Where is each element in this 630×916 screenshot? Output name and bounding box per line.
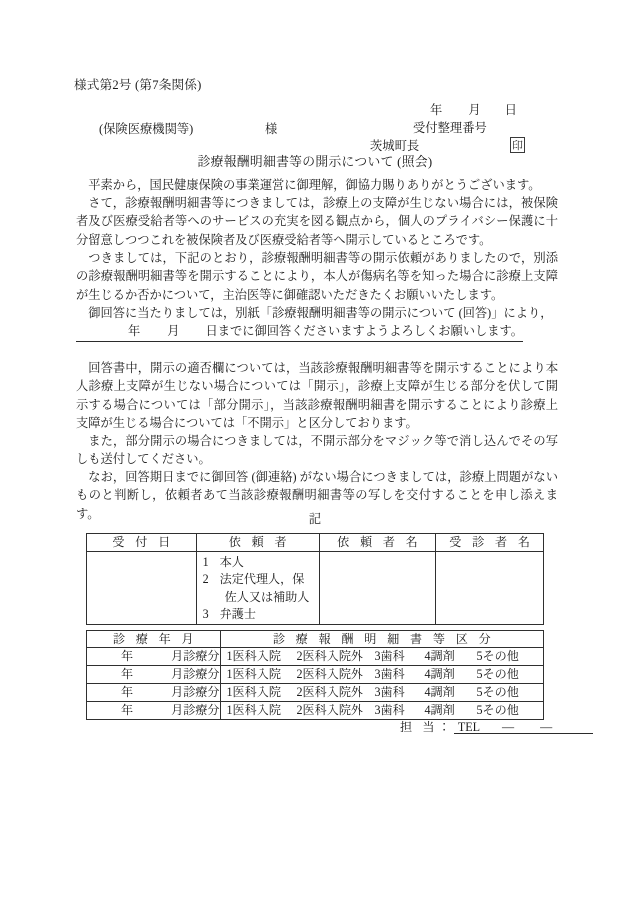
category-option-outpatient[interactable]: 2医科入院外 xyxy=(296,649,364,664)
contact-tel-blank[interactable] xyxy=(454,721,593,734)
tel-dash-2: — xyxy=(540,720,553,734)
category-option-outpatient[interactable]: 2医科入院外 xyxy=(296,667,364,682)
option-number: 1 xyxy=(202,555,209,569)
treatment-year-month-cell[interactable] xyxy=(87,666,221,684)
addressee-honorific: 様 xyxy=(265,122,278,136)
addressee-institution: (保険医療機関等) xyxy=(99,122,194,136)
billing-table-body xyxy=(87,648,544,720)
requester-table xyxy=(86,533,544,625)
column-header-treatment-year-month: 診 療 年 月 xyxy=(87,631,221,648)
paragraph-text: また，部分開示の場合につきましては，不開示部分をマジック等で消し込んでその写しも送付してください。 xyxy=(76,434,558,467)
category-option-pharmacy[interactable]: 4調剤 xyxy=(424,685,455,700)
month-label: 月診療分 xyxy=(171,703,220,718)
list-item[interactable] xyxy=(203,554,319,571)
body-paragraph-reply-deadline xyxy=(76,304,558,342)
body-paragraph-greeting xyxy=(76,176,558,194)
paragraph-text: つきましては，下記のとおり，診療報酬明細書等の開示依頼がありましたので，別添の診療報酬明細書等を開示することにより，本人が傷病名等を知った場合に診療上支障が生じるか否かについて，主治医等に御確認いただきたくお願いいたします。 xyxy=(76,251,558,302)
table-row xyxy=(87,684,544,702)
option-label-continued: 佐人又は補助人 xyxy=(224,589,310,604)
billing-period-table xyxy=(86,630,544,720)
category-option-dental[interactable]: 3歯科 xyxy=(374,703,405,718)
tel-label: TEL xyxy=(457,720,480,734)
category-option-dental[interactable]: 3歯科 xyxy=(374,685,405,700)
treatment-year-month-cell[interactable] xyxy=(87,702,221,720)
month-label: 月診療分 xyxy=(171,667,220,682)
column-header-receipt-category: 診 療 報 酬 明 細 書 等 区 分 xyxy=(220,631,544,648)
category-option-outpatient[interactable]: 2医科入院外 xyxy=(296,703,364,718)
category-option-pharmacy[interactable]: 4調剤 xyxy=(424,703,455,718)
category-option-other[interactable]: 5その他 xyxy=(476,685,519,700)
paragraph-text xyxy=(76,304,558,322)
table-row xyxy=(87,552,544,625)
reply-lead-text: 御回答に当たりましては，別紙「診療報酬明細書等の開示について (回答)」により， xyxy=(88,306,553,320)
category-option-dental[interactable]: 3歯科 xyxy=(374,649,405,664)
category-option-outpatient[interactable]: 2医科入院外 xyxy=(296,685,364,700)
form-code: 様式第2号 (第7条関係) xyxy=(74,78,202,92)
option-label: 弁護士 xyxy=(219,607,256,622)
deadline-year-label: 年 xyxy=(128,324,141,339)
category-option-pharmacy[interactable]: 4調剤 xyxy=(424,649,455,664)
treatment-year-month-cell[interactable] xyxy=(87,648,221,666)
option-label: 本人 xyxy=(219,555,244,569)
requester-type-cell[interactable] xyxy=(196,552,319,625)
table-header-row xyxy=(87,631,544,648)
option-label: 法定代理人，保 xyxy=(219,572,305,587)
document-title: 診療報酬明細書等の開示について (照会) xyxy=(197,155,433,169)
receipt-category-cell[interactable] xyxy=(220,666,544,684)
paragraph-text: 回答書中，開示の適否欄については，当該診療報酬明細書等を開示することにより本人診療上支障が生じない場合については「開示」，診療上支障が生じる部分を伏して開示する場合については「部分開示」，当該診療報酬明細書を開示することにより診療上支障が生じる場合については「不開示」と区分しております。 xyxy=(76,361,558,431)
category-option-inpatient[interactable]: 1医科入院 xyxy=(226,703,281,718)
month-label: 月診療分 xyxy=(171,649,220,664)
year-label: 年 xyxy=(121,703,134,718)
column-header-patient-name: 受 診 者 名 xyxy=(436,534,544,552)
body-paragraph-partial-disclosure xyxy=(76,432,558,469)
receipt-category-cell[interactable] xyxy=(220,648,544,666)
body-paragraph-disclosure-categories xyxy=(76,359,558,432)
memo-marker: 記 xyxy=(308,512,322,526)
requester-name-input-cell[interactable] xyxy=(319,552,436,625)
month-label: 月診療分 xyxy=(171,685,220,700)
patient-name-input-cell[interactable] xyxy=(436,552,544,625)
body-paragraph-privacy xyxy=(76,194,558,249)
category-option-inpatient[interactable]: 1医科入院 xyxy=(226,667,281,682)
date-year-label: 年 xyxy=(430,103,443,117)
receipt-category-cell[interactable] xyxy=(220,684,544,702)
list-item-continuation xyxy=(203,589,319,606)
footer-contact-line xyxy=(400,721,593,734)
year-label: 年 xyxy=(121,667,134,682)
list-item[interactable] xyxy=(203,571,319,588)
category-option-other[interactable]: 5その他 xyxy=(476,703,519,718)
column-header-receipt-date: 受 付 日 xyxy=(87,534,197,552)
requester-option-list xyxy=(197,552,319,624)
receipt-date-input-cell[interactable] xyxy=(87,552,197,625)
option-number: 3 xyxy=(202,607,209,622)
year-label: 年 xyxy=(121,685,134,700)
tel-dash-1: — xyxy=(502,720,515,734)
paragraph-text: さて，診療報酬明細書等につきましては，診療上の支障が生じない場合には，被保険者及び医療受給者等へのサービスの充実を図る観点から，個人のプライバシー保護に十分留意しつつこれを被保険者及び医療受給者等へ開示しているところです。 xyxy=(76,196,558,247)
deadline-date-blank[interactable] xyxy=(76,322,523,341)
category-option-other[interactable]: 5その他 xyxy=(476,649,519,664)
category-option-inpatient[interactable]: 1医科入院 xyxy=(226,649,281,664)
category-option-pharmacy[interactable]: 4調剤 xyxy=(424,667,455,682)
treatment-year-month-cell[interactable] xyxy=(87,684,221,702)
paragraph-text: 平素から，国民健康保険の事業運営に御理解，御協力賜りありがとうございます。 xyxy=(88,178,541,192)
body-paragraph-request xyxy=(76,249,558,304)
table-row xyxy=(87,648,544,666)
reply-deadline-line xyxy=(76,322,558,341)
category-option-other[interactable]: 5その他 xyxy=(476,667,519,682)
deadline-month-label: 月 xyxy=(167,324,180,339)
receipt-number-label: 受付整理番号 xyxy=(413,121,487,135)
date-day-label: 日 xyxy=(504,103,517,117)
column-header-requester-type: 依 頼 者 xyxy=(196,534,319,552)
seal-stamp-icon: 印 xyxy=(510,137,525,153)
table-header-row xyxy=(87,534,544,552)
issue-date-line xyxy=(430,104,517,116)
table-row xyxy=(87,702,544,720)
category-option-inpatient[interactable]: 1医科入院 xyxy=(226,685,281,700)
table-row xyxy=(87,666,544,684)
date-month-label: 月 xyxy=(468,103,481,117)
list-item[interactable] xyxy=(203,606,319,623)
year-label: 年 xyxy=(121,649,134,664)
contact-person-label: 担 当： xyxy=(400,720,454,734)
option-number: 2 xyxy=(202,572,209,587)
paragraph-text: なお，回答期日までに御回答 (御連絡) がない場合につきましては，診療上問題がないものと判断し，依頼者あて当該診療報酬明細書等の写しを交付することを申し添えます。 xyxy=(76,470,558,521)
category-option-dental[interactable]: 3歯科 xyxy=(374,667,405,682)
column-header-requester-name: 依 頼 者 名 xyxy=(319,534,436,552)
issuer-name: 茨城町長 xyxy=(370,139,420,153)
deadline-tail-text: 日までに御回答くださいますようよろしくお願いします。 xyxy=(205,324,524,339)
receipt-category-cell[interactable] xyxy=(220,702,544,720)
